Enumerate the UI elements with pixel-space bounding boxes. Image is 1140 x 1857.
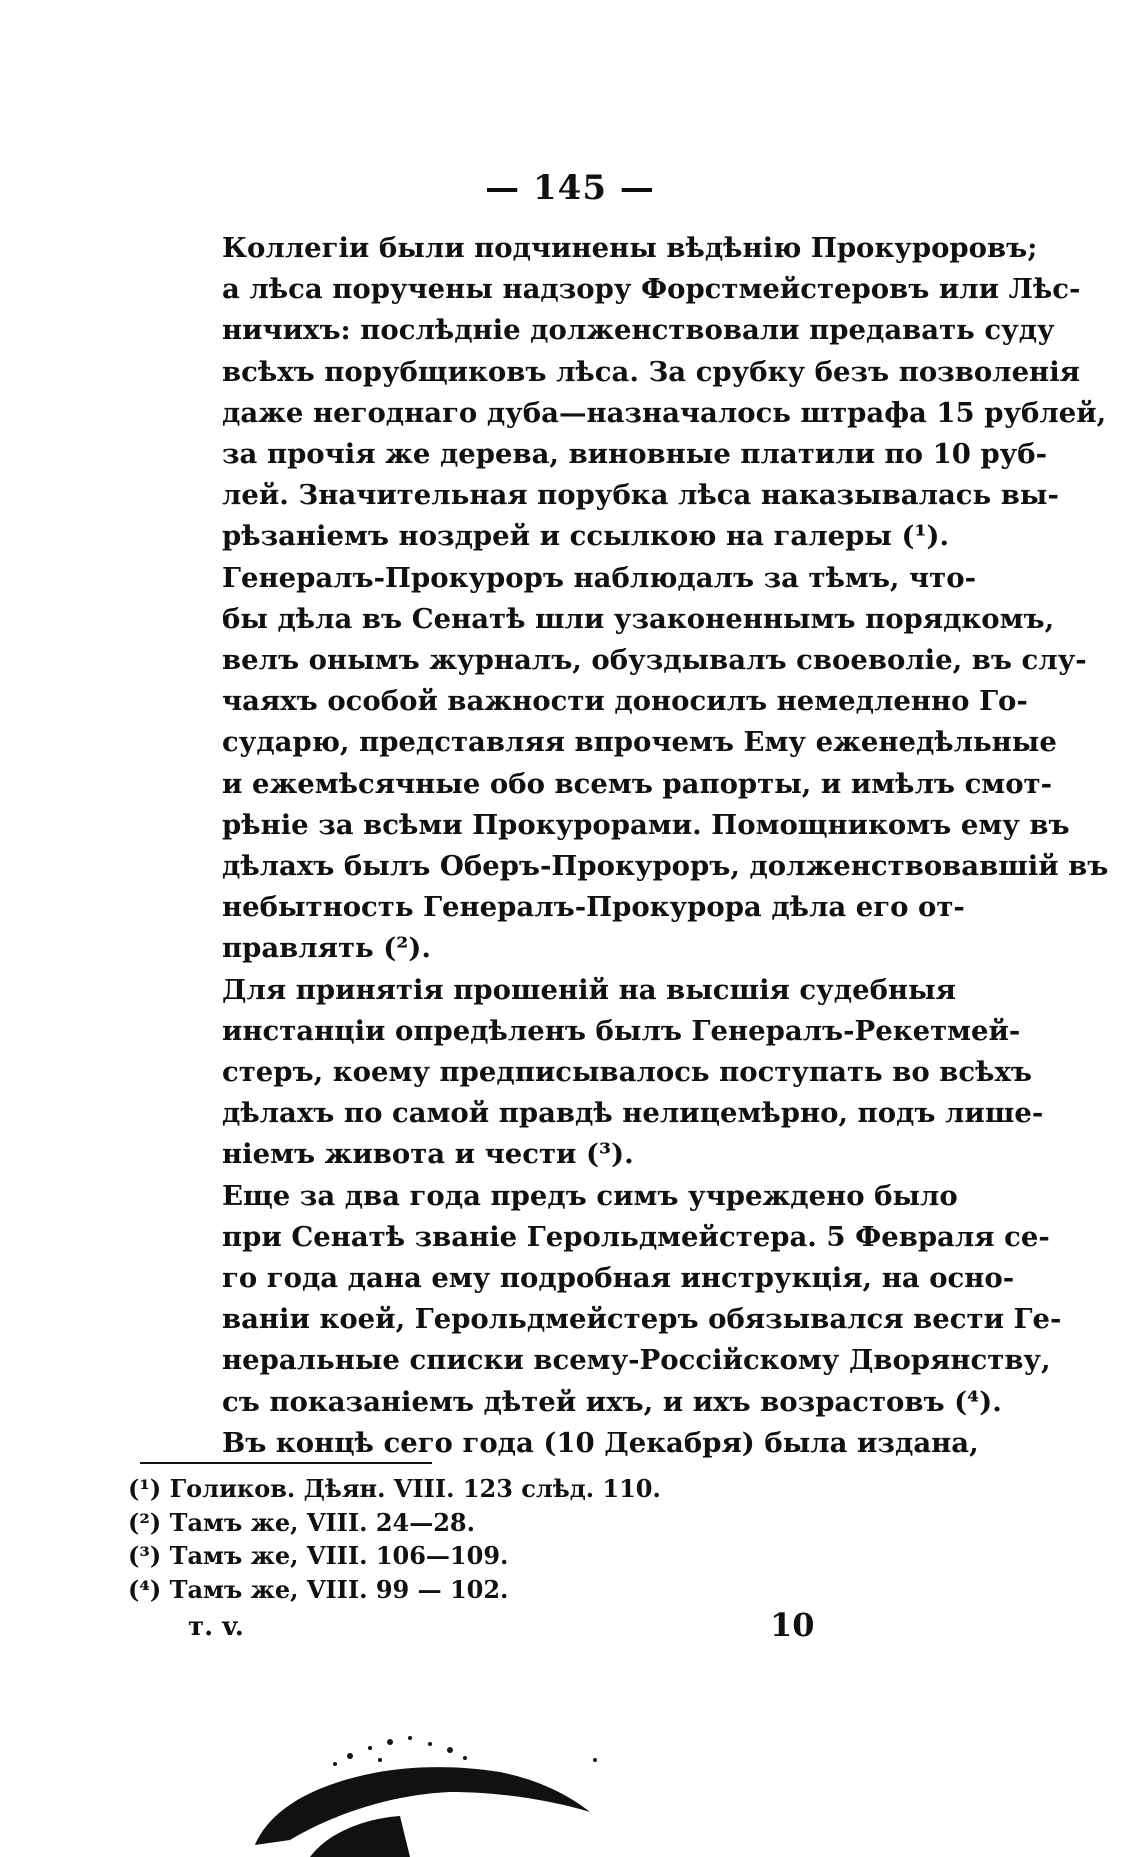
text-line: Генералъ-Прокуроръ наблюдалъ за тѣмъ, что- [222, 561, 976, 594]
text-line: сударю, представляя впрочемъ Ему еженедѣльные [222, 726, 1057, 759]
text-line: а лѣса поручены надзору Форстмейстеровъ или Лѣс- [222, 273, 1081, 306]
footnote-1: (¹) Голиков. Дѣян. VIII. 123 слѣд. 110. [128, 1474, 661, 1503]
body-text [172, 228, 1109, 1464]
footnote-3: (³) Тамъ же, VIII. 106—109. [128, 1541, 509, 1570]
footnote-2: (²) Тамъ же, VIII. 24—28. [128, 1507, 475, 1537]
text-line: всѣхъ порубщиковъ лѣса. За срубку безъ позволенія [222, 355, 1080, 388]
text-line: велъ онымъ журналъ, обуздывалъ своеволіе, въ слу- [222, 644, 1087, 677]
text-line: го года дана ему подробная инструкція, на осно- [222, 1262, 1015, 1295]
paragraph-4 [172, 1176, 1062, 1423]
text-line: ничихъ: послѣдніе долженствовали предавать суду [222, 314, 1055, 347]
text-line: дѣлахъ по самой правдѣ нелицемѣрно, подъ лише- [222, 1097, 1044, 1130]
text-line: чаяхъ особой важности доносилъ немедленно Го- [222, 685, 1028, 718]
text-line: неральные списки всему-Россійскому Дворянству, [222, 1344, 1051, 1377]
text-line: рѣніе за всѣми Прокурорами. Помощникомъ ему въ [222, 808, 1070, 841]
paragraph-5 [172, 1423, 979, 1464]
paragraph-1 [172, 228, 1107, 558]
text-line: правлять (²). [222, 932, 431, 965]
text-line: съ показаніемъ дѣтей ихъ, и ихъ возрастовъ (⁴). [222, 1385, 1002, 1418]
text-line: при Сенатѣ званіе Герольдмейстера. 5 Февраля се- [222, 1220, 1050, 1253]
text-line: бы дѣла въ Сенатѣ шли узаконеннымъ порядкомъ, [222, 602, 1055, 635]
footnotes [128, 1472, 728, 1606]
paragraph-3 [172, 970, 1044, 1176]
footnote-rule [140, 1462, 432, 1464]
paragraph-2 [172, 558, 1109, 970]
text-line: ваніи коей, Герольдмейстеръ обязывался вести Ге- [222, 1303, 1062, 1336]
ink-blot-icon [250, 1700, 610, 1857]
text-line: даже негоднаго дуба—назначалось штрафа 15 рублей, [222, 396, 1107, 429]
volume-signature: т. v. [188, 1612, 244, 1642]
text-line: лей. Значительная порубка лѣса наказывалась вы- [222, 479, 1059, 512]
text-line: и ежемѣсячные обо всемъ рапорты, и имѣлъ смот- [222, 767, 1052, 800]
text-line: за прочія же дерева, виновные платили по 10 руб- [222, 438, 1048, 471]
page-number: — 145 — [485, 168, 655, 208]
text-line: небытность Генералъ-Прокурора дѣла его от- [222, 891, 965, 924]
text-line: Еще за два года предъ симъ учреждено было [222, 1179, 958, 1212]
sheet-number: 10 [770, 1606, 815, 1644]
text-line: Для принятія прошеній на высшія судебныя [222, 973, 956, 1006]
text-line: инстанціи опредѣленъ былъ Генералъ-Рекетмей- [222, 1014, 1021, 1047]
text-line: ніемъ живота и чести (³). [222, 1138, 634, 1171]
footnote-4: (⁴) Тамъ же, VIII. 99 — 102. [128, 1574, 509, 1604]
text-line: Коллегіи были подчинены вѣдѣнію Прокуроровъ; [222, 232, 1038, 264]
text-line: дѣлахъ былъ Оберъ-Прокуроръ, долженствовавшій въ [222, 850, 1109, 883]
text-line: Въ концѣ сего года (10 Декабря) была издана, [222, 1426, 979, 1459]
text-line: рѣзаніемъ ноздрей и ссылкою на галеры (¹). [222, 520, 950, 553]
text-line: стеръ, коему предписывалось поступать во всѣхъ [222, 1056, 1032, 1089]
